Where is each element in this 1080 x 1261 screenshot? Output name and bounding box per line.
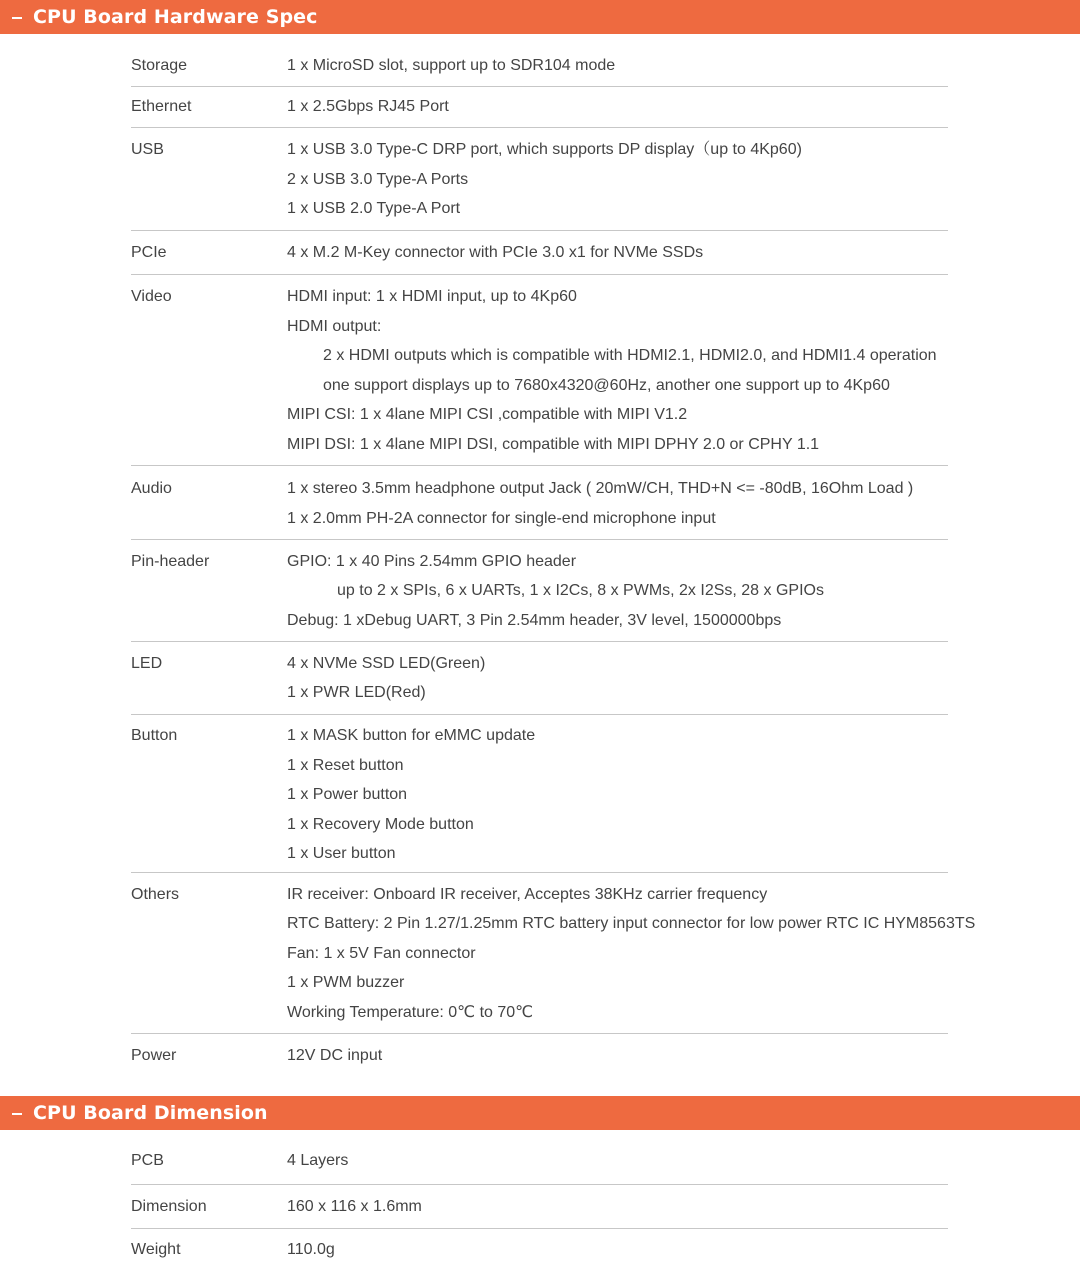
spec-label: Video	[131, 288, 172, 305]
spec-row-pcie	[131, 231, 948, 275]
spec-value: 1 x Power button	[287, 786, 408, 803]
spec-value: RTC Battery: 2 Pin 1.27/1.25mm RTC battery input connector for low power RTC IC HYM8563TS	[287, 915, 976, 932]
spec-label: Storage	[131, 57, 188, 74]
spec-label: Power	[131, 1047, 177, 1064]
spec-value: 1 x stereo 3.5mm headphone output Jack ( 20mW/CH, THD+N <= -80dB, 16Ohm Load )	[287, 480, 914, 497]
spec-value: 1 x PWM buzzer	[287, 974, 405, 991]
spec-label: Others	[131, 886, 180, 903]
spec-row-weight	[131, 1229, 948, 1261]
spec-value: 4 x M.2 M-Key connector with PCIe 3.0 x1 for NVMe SSDs	[287, 244, 704, 261]
spec-row-pcb	[131, 1140, 948, 1185]
spec-row-ethernet	[131, 87, 948, 128]
spec-value: 1 x MASK button for eMMC update	[287, 727, 536, 744]
spec-value: 1 x PWR LED(Red)	[287, 684, 426, 701]
spec-row-others	[131, 873, 976, 1034]
spec-value: Debug: 1 xDebug UART, 3 Pin 2.54mm header, 3V level, 1500000bps	[287, 612, 782, 629]
spec-label: Audio	[131, 480, 172, 497]
spec-value: HDMI input: 1 x HDMI input, up to 4Kp60	[287, 288, 577, 305]
spec-value: IR receiver: Onboard IR receiver, Acceptes 38KHz carrier frequency	[287, 886, 768, 903]
spec-label: Weight	[131, 1241, 181, 1258]
spec-label: Ethernet	[131, 98, 192, 115]
spec-value: MIPI DSI: 1 x 4lane MIPI DSI, compatible with MIPI DPHY 2.0 or CPHY 1.1	[287, 436, 820, 453]
spec-row-power	[131, 1034, 948, 1074]
spec-label: Pin-header	[131, 553, 210, 570]
section-header-dimension[interactable]	[0, 1096, 1080, 1130]
spec-value: GPIO: 1 x 40 Pins 2.54mm GPIO header	[287, 553, 577, 570]
spec-value: 2 x USB 3.0 Type-A Ports	[287, 171, 469, 188]
spec-value: 4 Layers	[287, 1152, 349, 1169]
spec-row-storage	[131, 48, 948, 87]
spec-value: up to 2 x SPIs, 6 x UARTs, 1 x I2Cs, 8 x PWMs, 2x I2Ss, 28 x GPIOs	[337, 582, 824, 599]
spec-label: Button	[131, 727, 178, 744]
spec-value: 1 x USB 2.0 Type-A Port	[287, 200, 461, 217]
spec-value: 1 x 2.0mm PH-2A connector for single-end microphone input	[287, 510, 716, 527]
spec-row-button	[131, 715, 948, 873]
section-title: CPU Board Dimension	[33, 1102, 268, 1124]
spec-value: 1 x USB 3.0 Type-C DRP port, which supports DP display（up to 4Kp60)	[287, 141, 802, 158]
section-header-hardware-spec[interactable]	[0, 0, 1080, 34]
spec-value: 1 x Reset button	[287, 757, 404, 774]
collapse-minus-icon[interactable]	[12, 1113, 22, 1115]
spec-label: PCIe	[131, 244, 167, 261]
spec-value: 2 x HDMI outputs which is compatible with HDMI2.1, HDMI2.0, and HDMI1.4 operation	[323, 347, 937, 364]
spec-label: PCB	[131, 1152, 164, 1169]
spec-row-audio	[131, 466, 948, 540]
spec-row-video	[131, 275, 948, 466]
spec-row-led	[131, 642, 948, 715]
spec-label: USB	[131, 141, 164, 158]
spec-value: 12V DC input	[287, 1047, 383, 1064]
spec-row-dimension	[131, 1185, 948, 1229]
spec-value: Fan: 1 x 5V Fan connector	[287, 945, 476, 962]
spec-value: 1 x Recovery Mode button	[287, 816, 474, 833]
spec-value: 160 x 116 x 1.6mm	[287, 1198, 422, 1215]
spec-row-usb	[131, 128, 948, 231]
spec-value: 1 x User button	[287, 845, 396, 862]
spec-label: LED	[131, 655, 163, 672]
spec-value: Working Temperature: 0℃ to 70℃	[287, 1004, 534, 1021]
spec-value: 110.0g	[287, 1241, 335, 1258]
collapse-minus-icon[interactable]	[12, 17, 22, 19]
spec-value: MIPI CSI: 1 x 4lane MIPI CSI ,compatible with MIPI V1.2	[287, 406, 688, 423]
spec-value: 1 x 2.5Gbps RJ45 Port	[287, 98, 449, 115]
spec-value: 1 x MicroSD slot, support up to SDR104 mode	[287, 57, 616, 74]
section-title: CPU Board Hardware Spec	[33, 6, 318, 28]
spec-value: 4 x NVMe SSD LED(Green)	[287, 655, 486, 672]
spec-value: one support displays up to 7680x4320@60Hz, another one support up to 4Kp60	[323, 377, 890, 394]
spec-label: Dimension	[131, 1198, 207, 1215]
spec-value: HDMI output:	[287, 318, 382, 335]
spec-row-pin-header	[131, 540, 948, 642]
